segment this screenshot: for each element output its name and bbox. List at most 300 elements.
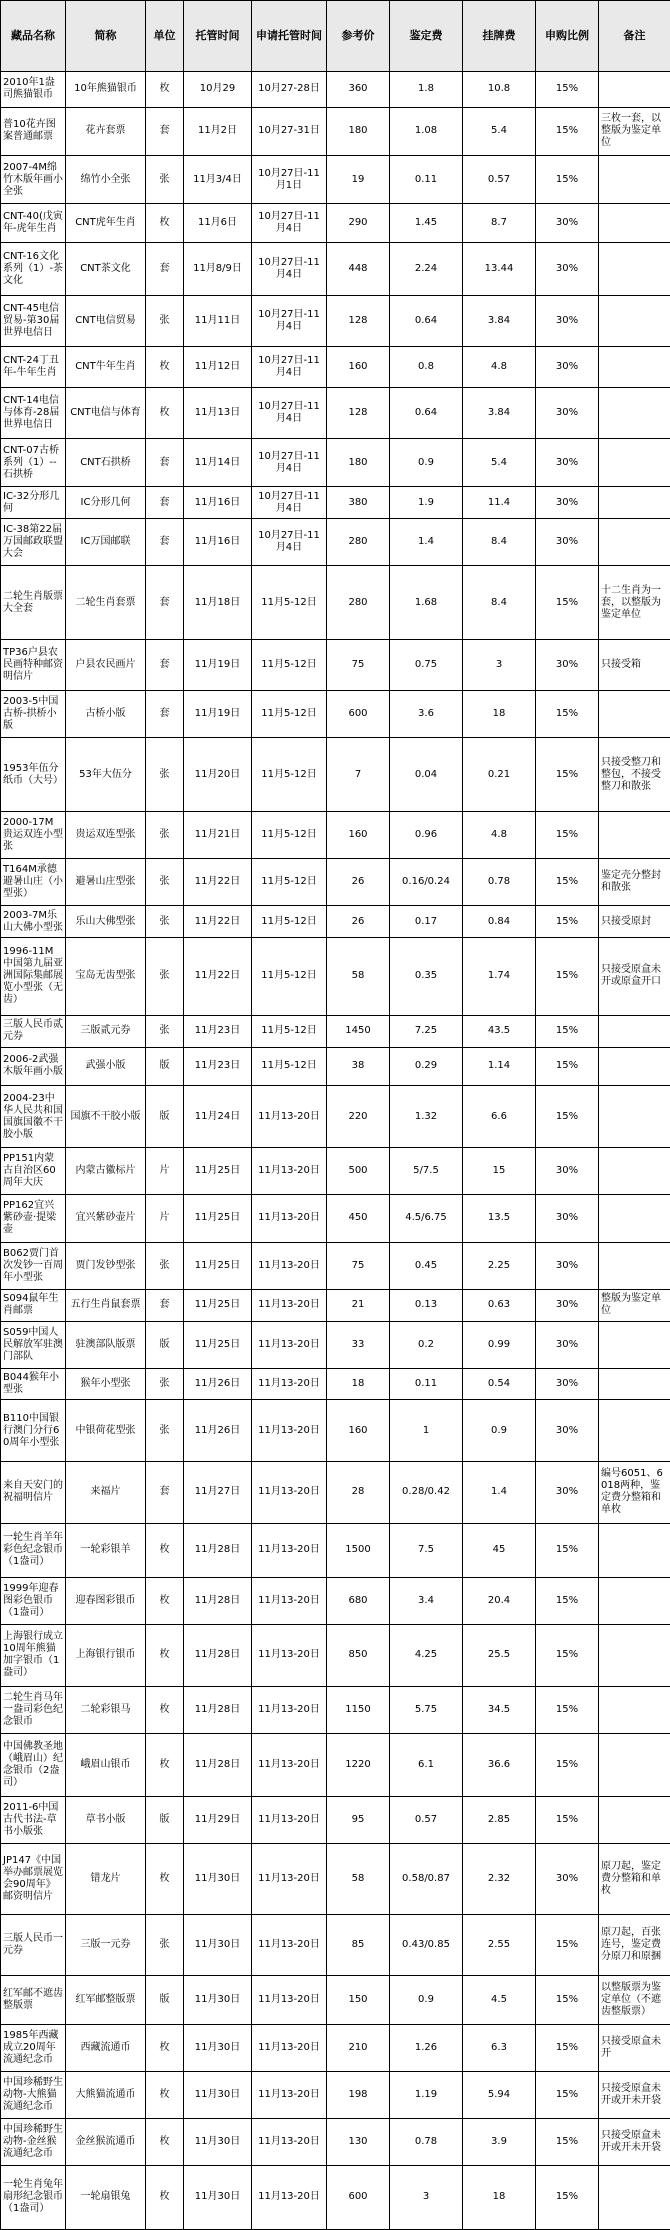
- table-cell: 3.6: [390, 691, 463, 738]
- table-cell: 1.19: [390, 2071, 463, 2118]
- table-cell: 原刀起，鉴定费分整箱和单枚: [599, 1843, 670, 1914]
- table-cell: 11月13-20日: [252, 1461, 327, 1523]
- table-cell: 鉴定壳分整封和散张: [599, 859, 670, 906]
- table-cell: 30%: [536, 1321, 599, 1368]
- table-cell: CNT电信贸易: [66, 296, 146, 347]
- table-cell: 30%: [536, 1461, 599, 1523]
- table-row: [1, 1577, 670, 1624]
- table-cell: 3.4: [390, 1577, 463, 1624]
- table-cell: 乐山大佛型张: [66, 906, 146, 938]
- table-cell: 绵竹小全张: [66, 156, 146, 204]
- table-cell: 三版一元券: [66, 1915, 146, 1976]
- table-cell: 11月5-12日: [252, 812, 327, 859]
- table-cell: 11月13-20日: [252, 1400, 327, 1461]
- table-cell: 8.4: [463, 566, 536, 640]
- table-cell: 11.4: [463, 487, 536, 519]
- table-cell: 280: [327, 566, 390, 640]
- table-cell: 30%: [536, 1148, 599, 1195]
- table-cell: 95: [327, 1796, 390, 1843]
- table-cell: 15%: [536, 1085, 599, 1147]
- table-cell: 0.84: [463, 906, 536, 938]
- table-cell: 30%: [536, 519, 599, 566]
- table-cell: B062贾门首次发钞一百周年小型张: [1, 1242, 66, 1289]
- table-cell: 380: [327, 487, 390, 519]
- table-cell: 10月27日-11月4日: [252, 347, 327, 388]
- table-cell: 150: [327, 1976, 390, 2024]
- table-cell: 0.04: [390, 738, 463, 812]
- table-cell: 34.5: [463, 1687, 536, 1734]
- table-cell: 11月13-20日: [252, 1843, 327, 1914]
- table-cell: 3.9: [463, 2118, 536, 2165]
- table-cell: [599, 691, 670, 738]
- table-cell: 18: [463, 691, 536, 738]
- table-cell: 张: [146, 1915, 184, 1976]
- table-cell: 85: [327, 1915, 390, 1976]
- table-cell: 160: [327, 812, 390, 859]
- table-cell: 11月22日: [184, 906, 252, 938]
- table-cell: 宝岛无齿型张: [66, 938, 146, 1016]
- table-cell: 来福片: [66, 1461, 146, 1523]
- table-cell: 10月27日-11月4日: [252, 242, 327, 296]
- table-cell: 11月13-20日: [252, 1734, 327, 1796]
- table-cell: 11月19日: [184, 640, 252, 691]
- table-cell: 普10花卉图案普通邮票: [1, 107, 66, 155]
- table-cell: 0.17: [390, 906, 463, 938]
- table-cell: 11月22日: [184, 859, 252, 906]
- table-cell: 15%: [536, 691, 599, 738]
- table-row: [1, 347, 670, 388]
- table-cell: 张: [146, 738, 184, 812]
- table-row: [1, 487, 670, 519]
- table-cell: 张: [146, 296, 184, 347]
- table-cell: 枚: [146, 2071, 184, 2118]
- table-cell: 11月12日: [184, 347, 252, 388]
- table-cell: 180: [327, 107, 390, 155]
- table-cell: 7.5: [390, 1524, 463, 1578]
- table-cell: 整版为鉴定单位: [599, 1289, 670, 1321]
- table-cell: [599, 1400, 670, 1461]
- table-cell: 18: [463, 2165, 536, 2229]
- table-cell: 枚: [146, 2118, 184, 2165]
- table-cell: 11月28日: [184, 1577, 252, 1624]
- table-cell: 4.25: [390, 1624, 463, 1686]
- table-cell: 4.8: [463, 347, 536, 388]
- table-cell: 张: [146, 156, 184, 204]
- table-cell: 套: [146, 566, 184, 640]
- table-cell: 枚: [146, 204, 184, 242]
- table-row: [1, 1734, 670, 1796]
- table-cell: 只接受箱: [599, 640, 670, 691]
- table-cell: 11月5-12日: [252, 1047, 327, 1085]
- table-cell: 11月5-12日: [252, 566, 327, 640]
- table-cell: [599, 296, 670, 347]
- table-cell: 上海银行成立10周年熊猫加字银币（1盎司）: [1, 1624, 66, 1686]
- table-cell: 五行生肖鼠套票: [66, 1289, 146, 1321]
- table-cell: 160: [327, 1400, 390, 1461]
- table-cell: 15%: [536, 1734, 599, 1796]
- table-cell: 11月30日: [184, 2024, 252, 2071]
- table-cell: 3.84: [463, 387, 536, 438]
- table-cell: 只接受原封: [599, 906, 670, 938]
- table-cell: 11月13-20日: [252, 2165, 327, 2229]
- table-cell: 来自天安门的祝福明信片: [1, 1461, 66, 1523]
- table-cell: 11月13-20日: [252, 1577, 327, 1624]
- table-cell: CNT电信与体育: [66, 387, 146, 438]
- table-cell: 7: [327, 738, 390, 812]
- table-cell: 15%: [536, 1624, 599, 1686]
- table-cell: 错龙片: [66, 1843, 146, 1914]
- table-cell: 21: [327, 1289, 390, 1321]
- table-cell: 11月3/4日: [184, 156, 252, 204]
- table-cell: 二轮生肖套票: [66, 566, 146, 640]
- table-cell: 28: [327, 1461, 390, 1523]
- table-cell: 11月13-20日: [252, 1242, 327, 1289]
- table-cell: 11月13-20日: [252, 1976, 327, 2024]
- table-cell: CNT-24丁丑年-牛年生肖: [1, 347, 66, 388]
- table-cell: 中国佛教圣地（峨眉山）纪念银币（2盎司）: [1, 1734, 66, 1796]
- table-cell: 0.57: [463, 156, 536, 204]
- table-cell: [599, 1524, 670, 1578]
- table-cell: 11月25日: [184, 1321, 252, 1368]
- table-cell: 一轮扇银兔: [66, 2165, 146, 2229]
- table-cell: 只接受原盒未开或原盒开口: [599, 938, 670, 1016]
- table-cell: 套: [146, 1461, 184, 1523]
- table-cell: 1.68: [390, 566, 463, 640]
- table-row: [1, 2024, 670, 2071]
- table-cell: 三版贰元券: [66, 1015, 146, 1047]
- table-cell: 11月13-20日: [252, 1195, 327, 1242]
- table-cell: 内蒙古徽标片: [66, 1148, 146, 1195]
- table-cell: 草书小版: [66, 1796, 146, 1843]
- table-cell: 11月28日: [184, 1624, 252, 1686]
- table-cell: 75: [327, 1242, 390, 1289]
- table-cell: 450: [327, 1195, 390, 1242]
- table-cell: 11月13-20日: [252, 1368, 327, 1400]
- table-cell: 2003-5中国古桥-拱桥小版: [1, 691, 66, 738]
- table-cell: 45: [463, 1524, 536, 1578]
- table-cell: 2.25: [463, 1242, 536, 1289]
- table-cell: 0.64: [390, 387, 463, 438]
- table-cell: 11月13-20日: [252, 1915, 327, 1976]
- table-row: [1, 1687, 670, 1734]
- table-cell: 58: [327, 1843, 390, 1914]
- column-header: 托管时间: [184, 1, 252, 72]
- table-cell: 上海银行银币: [66, 1624, 146, 1686]
- table-cell: 1.4: [390, 519, 463, 566]
- table-cell: 0.9: [390, 438, 463, 486]
- table-cell: 160: [327, 347, 390, 388]
- table-cell: 5.94: [463, 2071, 536, 2118]
- column-header: 单位: [146, 1, 184, 72]
- table-cell: 只接受原盒未开: [599, 2024, 670, 2071]
- table-cell: 11月5-12日: [252, 640, 327, 691]
- table-cell: 枚: [146, 72, 184, 108]
- table-cell: 11月5-12日: [252, 691, 327, 738]
- table-cell: 版: [146, 1321, 184, 1368]
- table-cell: 4.5/6.75: [390, 1195, 463, 1242]
- table-cell: 180: [327, 438, 390, 486]
- table-cell: 15%: [536, 812, 599, 859]
- table-cell: 210: [327, 2024, 390, 2071]
- table-cell: 张: [146, 812, 184, 859]
- table-cell: 11月14日: [184, 438, 252, 486]
- table-cell: 2003-7M乐山大佛小型张: [1, 906, 66, 938]
- table-cell: S094鼠年生肖邮票: [1, 1289, 66, 1321]
- table-cell: 11月18日: [184, 566, 252, 640]
- table-cell: 套: [146, 242, 184, 296]
- table-cell: 枚: [146, 1734, 184, 1796]
- table-cell: 0.28/0.42: [390, 1461, 463, 1523]
- table-cell: 张: [146, 1368, 184, 1400]
- table-cell: 680: [327, 1577, 390, 1624]
- table-cell: [599, 1796, 670, 1843]
- table-cell: 11月2日: [184, 107, 252, 155]
- table-cell: 11月13-20日: [252, 1796, 327, 1843]
- table-cell: 1: [390, 1400, 463, 1461]
- table-cell: 迎春图彩银币: [66, 1577, 146, 1624]
- table-cell: 15%: [536, 1976, 599, 2024]
- table-cell: 2000-17M贵运双连小型张: [1, 812, 66, 859]
- table-cell: 套: [146, 519, 184, 566]
- table-cell: 0.43/0.85: [390, 1915, 463, 1976]
- table-cell: [599, 1047, 670, 1085]
- table-cell: S059中国人民解放军驻澳门部队: [1, 1321, 66, 1368]
- table-cell: 0.54: [463, 1368, 536, 1400]
- table-cell: [599, 387, 670, 438]
- table-cell: 2011-6中国古代书法-草书小版张: [1, 1796, 66, 1843]
- column-header: 申购比例: [536, 1, 599, 72]
- table-cell: 360: [327, 72, 390, 108]
- table-cell: 西藏流通币: [66, 2024, 146, 2071]
- table-cell: 枚: [146, 387, 184, 438]
- table-cell: 二轮生肖马年一盎司彩色纪念银币: [1, 1687, 66, 1734]
- table-cell: [599, 1321, 670, 1368]
- table-row: [1, 938, 670, 1016]
- table-cell: 张: [146, 859, 184, 906]
- table-cell: 850: [327, 1624, 390, 1686]
- table-cell: 30%: [536, 296, 599, 347]
- table-cell: 130: [327, 2118, 390, 2165]
- table-cell: [599, 519, 670, 566]
- table-row: [1, 1976, 670, 2024]
- table-cell: 15%: [536, 1047, 599, 1085]
- table-cell: [599, 1624, 670, 1686]
- table-cell: 枚: [146, 2024, 184, 2071]
- table-cell: 20.4: [463, 1577, 536, 1624]
- table-cell: 11月13-20日: [252, 1085, 327, 1147]
- column-header: 简称: [66, 1, 146, 72]
- table-cell: B110中国银行澳门分行60周年小型张: [1, 1400, 66, 1461]
- table-cell: 11月13日: [184, 387, 252, 438]
- table-cell: 11月29日: [184, 1796, 252, 1843]
- table-cell: 套: [146, 487, 184, 519]
- table-cell: CNT虎年生肖: [66, 204, 146, 242]
- table-cell: 11月30日: [184, 1976, 252, 2024]
- table-cell: 0.75: [390, 640, 463, 691]
- table-cell: 避暑山庄型张: [66, 859, 146, 906]
- table-cell: 1.32: [390, 1085, 463, 1147]
- table-cell: 0.13: [390, 1289, 463, 1321]
- table-cell: 枚: [146, 1687, 184, 1734]
- table-cell: 1150: [327, 1687, 390, 1734]
- table-cell: 11月23日: [184, 1047, 252, 1085]
- table-cell: 1.08: [390, 107, 463, 155]
- table-cell: 枚: [146, 1577, 184, 1624]
- table-cell: 0.58/0.87: [390, 1843, 463, 1914]
- table-cell: 0.78: [390, 2118, 463, 2165]
- table-cell: 26: [327, 859, 390, 906]
- table-cell: 11月13-20日: [252, 1321, 327, 1368]
- table-cell: 11月5-12日: [252, 859, 327, 906]
- table-cell: 2010年1盎司熊猫银币: [1, 72, 66, 108]
- table-cell: 猴年小型张: [66, 1368, 146, 1400]
- table-cell: 11月13-20日: [252, 1687, 327, 1734]
- table-cell: 版: [146, 1796, 184, 1843]
- table-row: [1, 1085, 670, 1147]
- table-cell: 1500: [327, 1524, 390, 1578]
- table-cell: 53年大伍分: [66, 738, 146, 812]
- table-cell: 10月27-31日: [252, 107, 327, 155]
- table-cell: 15%: [536, 859, 599, 906]
- table-cell: 十二生肖为一套，以整版为鉴定单位: [599, 566, 670, 640]
- table-row: [1, 1242, 670, 1289]
- table-cell: 128: [327, 296, 390, 347]
- table-cell: 11月5-12日: [252, 738, 327, 812]
- table-cell: 套: [146, 438, 184, 486]
- table-cell: 19: [327, 156, 390, 204]
- table-cell: 15%: [536, 738, 599, 812]
- table-cell: 10月27日-11月4日: [252, 438, 327, 486]
- table-cell: T164M承德避暑山庄（小型张）: [1, 859, 66, 906]
- table-cell: 448: [327, 242, 390, 296]
- table-cell: 2004-23中华人民共和国国旗国徽不干胶小版: [1, 1085, 66, 1147]
- table-cell: 0.9: [463, 1400, 536, 1461]
- table-cell: 11月20日: [184, 738, 252, 812]
- table-cell: CNT石拱桥: [66, 438, 146, 486]
- table-row: [1, 242, 670, 296]
- table-cell: 枚: [146, 347, 184, 388]
- table-cell: 2.55: [463, 1915, 536, 1976]
- table-cell: 10月29: [184, 72, 252, 108]
- table-row: [1, 1368, 670, 1400]
- table-cell: 1.45: [390, 204, 463, 242]
- table-cell: 600: [327, 2165, 390, 2229]
- table-cell: 7.25: [390, 1015, 463, 1047]
- table-cell: 1.74: [463, 938, 536, 1016]
- table-cell: 10月27日-11月4日: [252, 296, 327, 347]
- column-header: 藏品名称: [1, 1, 66, 72]
- table-cell: 1999年迎春图彩色银币（1盎司）: [1, 1577, 66, 1624]
- table-cell: 驻澳部队版票: [66, 1321, 146, 1368]
- table-cell: [599, 1195, 670, 1242]
- table-cell: IC-32分形几何: [1, 487, 66, 519]
- column-header: 挂牌费: [463, 1, 536, 72]
- table-cell: 5.75: [390, 1687, 463, 1734]
- table-cell: 套: [146, 691, 184, 738]
- table-cell: 贾门发钞型张: [66, 1242, 146, 1289]
- table-cell: 片: [146, 1148, 184, 1195]
- table-cell: [599, 1148, 670, 1195]
- table-cell: 58: [327, 938, 390, 1016]
- table-cell: 贵运双连型张: [66, 812, 146, 859]
- table-cell: 11月5-12日: [252, 906, 327, 938]
- table-cell: 0.21: [463, 738, 536, 812]
- table-cell: 15%: [536, 1577, 599, 1624]
- table-cell: 1450: [327, 1015, 390, 1047]
- table-cell: 0.29: [390, 1047, 463, 1085]
- column-header: 申请托管时间: [252, 1, 327, 72]
- table-cell: 3.84: [463, 296, 536, 347]
- table-cell: [599, 2165, 670, 2229]
- table-cell: 220: [327, 1085, 390, 1147]
- table-cell: CNT-14电信与体育-28届世界电信日: [1, 387, 66, 438]
- table-cell: CNT-16文化系列（1）-茶文化: [1, 242, 66, 296]
- table-cell: 2.85: [463, 1796, 536, 1843]
- table-row: [1, 691, 670, 738]
- table-cell: 26: [327, 906, 390, 938]
- table-cell: 三版人民币一元券: [1, 1915, 66, 1976]
- table-cell: 枚: [146, 1843, 184, 1914]
- table-cell: 11月30日: [184, 2118, 252, 2165]
- table-cell: 11月30日: [184, 1915, 252, 1976]
- table-cell: 三版人民币贰元券: [1, 1015, 66, 1047]
- column-header: 备注: [599, 1, 670, 72]
- table-cell: [599, 812, 670, 859]
- table-cell: 11月27日: [184, 1461, 252, 1523]
- table-cell: 1.8: [390, 72, 463, 108]
- table-cell: 15%: [536, 72, 599, 108]
- table-cell: 11月13-20日: [252, 2024, 327, 2071]
- table-cell: 11月16日: [184, 487, 252, 519]
- table-cell: 11月16日: [184, 519, 252, 566]
- table-cell: [599, 1015, 670, 1047]
- table-row: [1, 1796, 670, 1843]
- table-cell: 11月5-12日: [252, 938, 327, 1016]
- table-cell: 二轮彩银马: [66, 1687, 146, 1734]
- table-cell: 11月24日: [184, 1085, 252, 1147]
- table-row: [1, 1195, 670, 1242]
- table-cell: 13.5: [463, 1195, 536, 1242]
- table-cell: 15%: [536, 1015, 599, 1047]
- table-cell: TP36户县农民画特种邮资明信片: [1, 640, 66, 691]
- table-cell: 张: [146, 1015, 184, 1047]
- table-cell: 张: [146, 906, 184, 938]
- table-cell: 1953年伍分纸币（大号）: [1, 738, 66, 812]
- table-cell: 2007-4M绵竹木版年画小全张: [1, 156, 66, 204]
- table-cell: 0.8: [390, 347, 463, 388]
- table-cell: 6.3: [463, 2024, 536, 2071]
- table-cell: 36.6: [463, 1734, 536, 1796]
- table-cell: IC万国邮联: [66, 519, 146, 566]
- table-cell: 0.99: [463, 1321, 536, 1368]
- table-cell: 15%: [536, 1524, 599, 1578]
- table-cell: 版: [146, 1085, 184, 1147]
- table-row: [1, 1015, 670, 1047]
- table-cell: 128: [327, 387, 390, 438]
- table-cell: 片: [146, 1195, 184, 1242]
- table-cell: 4.8: [463, 812, 536, 859]
- table-cell: 5.4: [463, 438, 536, 486]
- table-cell: [599, 204, 670, 242]
- table-cell: 280: [327, 519, 390, 566]
- table-row: [1, 1461, 670, 1523]
- table-cell: 武强小版: [66, 1047, 146, 1085]
- table-row: [1, 1321, 670, 1368]
- table-cell: 11月19日: [184, 691, 252, 738]
- table-cell: 11月25日: [184, 1195, 252, 1242]
- table-cell: 43.5: [463, 1015, 536, 1047]
- column-header: 鉴定费: [390, 1, 463, 72]
